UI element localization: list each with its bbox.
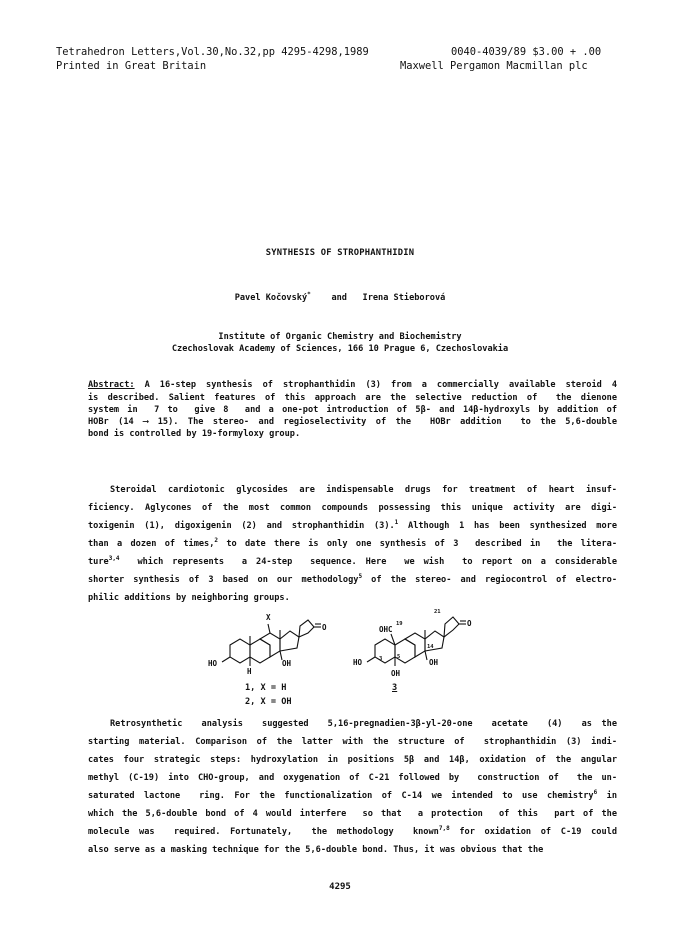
citation-ref: 2: [214, 537, 219, 544]
paragraph-line: cates four strategic steps: hydroxylation in positions 5β and 14β, oxidation of the angular: [88, 755, 617, 765]
author-name: Pavel Kočovský: [234, 293, 308, 303]
paper-title: SYNTHESIS OF STROPHANTHIDIN: [265, 248, 415, 258]
compound-caption: 2, X = OH: [245, 697, 292, 707]
hydroxyl-label: OH: [429, 658, 439, 667]
ring-a: [375, 639, 395, 663]
paragraph-line: also serve as a masking technique for the 5,6-double bond. Thus, it was obvious that the: [88, 845, 544, 855]
paragraph-line: ficiency. Aglycones of the most common compounds possessing this unique activity are digi-: [88, 503, 617, 513]
substituent-x-label: X: [266, 613, 271, 622]
locant-21: 21: [434, 609, 441, 615]
hydroxyl-label: OH: [391, 669, 401, 678]
corresponding-mark: *: [307, 291, 311, 298]
carbonyl-o-label: O: [322, 623, 327, 632]
ring-a: [230, 639, 250, 663]
paragraph-line: than a dozen of times,$^2$ to date there is only one synthesis of 3 described in the litera-: [88, 537, 618, 549]
x-bond: [268, 624, 270, 633]
paragraph-line: methyl (C-19) into CHO-group, and oxygenation of C-21 followed by construction of the un-: [88, 773, 617, 783]
locant-5: 5: [397, 654, 401, 660]
authors: [0, 291, 680, 303]
abstract-label: Abstract:: [88, 380, 135, 390]
abstract-line: is described. Salient features of this approach are the selective reduction of the dienone: [88, 393, 617, 403]
hydroxyl-label: OH: [282, 659, 292, 668]
ring-c: [405, 633, 425, 657]
citation-ref: 3,4: [108, 555, 120, 562]
ho-bond: [222, 657, 230, 662]
hydroxyl-label: HO: [353, 658, 363, 667]
butenolide-ring: [444, 617, 459, 637]
abstract-line: system in 7 to give 8 and a one-pot introduction of 5β- and 14β-hydroxyls by addition of: [88, 405, 617, 415]
paragraph-line: molecule was required. Fortunately, the methodology known$^{7,8}$ for oxidation of C-19 could: [88, 825, 618, 837]
locant-19: 19: [396, 621, 403, 627]
paragraph-line: Retrosynthetic analysis suggested 5,16-pregnadien-3β-yl-20-one acetate (4) as the: [110, 719, 617, 729]
carbonyl-o-label: O: [467, 619, 472, 628]
article-code-price: 0040-4039/89 $3.00 + .00: [451, 46, 602, 58]
abstract-line: HOBr (14 ⟶ 15). The stereo- and regioselectivity of the HOBr addition to the 5,6-double: [88, 417, 617, 427]
citation-ref: 5: [358, 573, 363, 580]
abstract-line: Abstract: A 16-step synthesis of strophanthidin (3) from a commercially available steroid 4: [88, 380, 617, 390]
printed-location: Printed in Great Britain: [56, 60, 207, 72]
affiliation-line: Czechoslovak Academy of Sciences, 166 10 Prague 6, Czechoslovakia: [171, 344, 509, 354]
compound-caption: 3: [392, 683, 398, 693]
hydrogen-label: H: [247, 667, 252, 676]
locant-3: 3: [379, 656, 383, 662]
ho-bond: [367, 657, 375, 662]
paragraph-line: saturated lactone ring. For the functionalization of C-14 we intended to use chemistry$^6$ in: [88, 789, 617, 801]
publisher: Maxwell Pergamon Macmillan plc: [400, 60, 588, 72]
paragraph-line: starting material. Comparison of the latter with the structure of strophanthidin (3) indi-: [88, 737, 617, 747]
structure-diagram-1-2: [200, 600, 350, 680]
ring-d: [280, 631, 299, 651]
citation-ref: 1: [394, 519, 399, 526]
page-number: 4295: [329, 882, 351, 892]
paragraph-line: ture$^{3,4}$ which represents a 24-step sequence. Here we wish to report on a considerable: [88, 555, 617, 567]
ring-c: [260, 633, 280, 657]
citation-ref: 7,8: [438, 825, 450, 832]
paragraph-line: toxigenin (1), digoxigenin (2) and strophanthidin (3).$^1$ Although 1 has been synthesized more: [88, 519, 618, 531]
author-conjunction: and: [331, 293, 347, 303]
paragraph-line: Steroidal cardiotonic glycosides are indispensable drugs for treatment of heart insuf-: [110, 485, 617, 495]
formyl-label: OHC: [379, 625, 393, 634]
journal-citation: Tetrahedron Letters,Vol.30,No.32,pp 4295-4298,1989: [56, 46, 369, 58]
citation-ref: 6: [593, 789, 598, 796]
paragraph-line: shorter synthesis of 3 based on our methodology$^5$ of the stereo- and regiocontrol of electro-: [88, 573, 617, 585]
oh-bond: [425, 651, 427, 660]
locant-14: 14: [427, 644, 434, 650]
butenolide-ring: [299, 620, 314, 637]
compound-caption: 1, X = H: [245, 683, 287, 693]
paragraph-line: which the 5,6-double bond of 4 would interfere so that a protection of this part of the: [88, 809, 617, 819]
affiliation-line: Institute of Organic Chemistry and Biochemistry: [218, 332, 462, 342]
paragraph-line: philic additions by neighboring groups.: [88, 593, 290, 603]
structure-diagram-3: [355, 598, 505, 682]
hydroxyl-label: HO: [208, 659, 218, 668]
abstract-line: bond is controlled by 19-formyloxy group.: [88, 429, 301, 439]
author-name: Irena Stieborová: [362, 293, 446, 303]
